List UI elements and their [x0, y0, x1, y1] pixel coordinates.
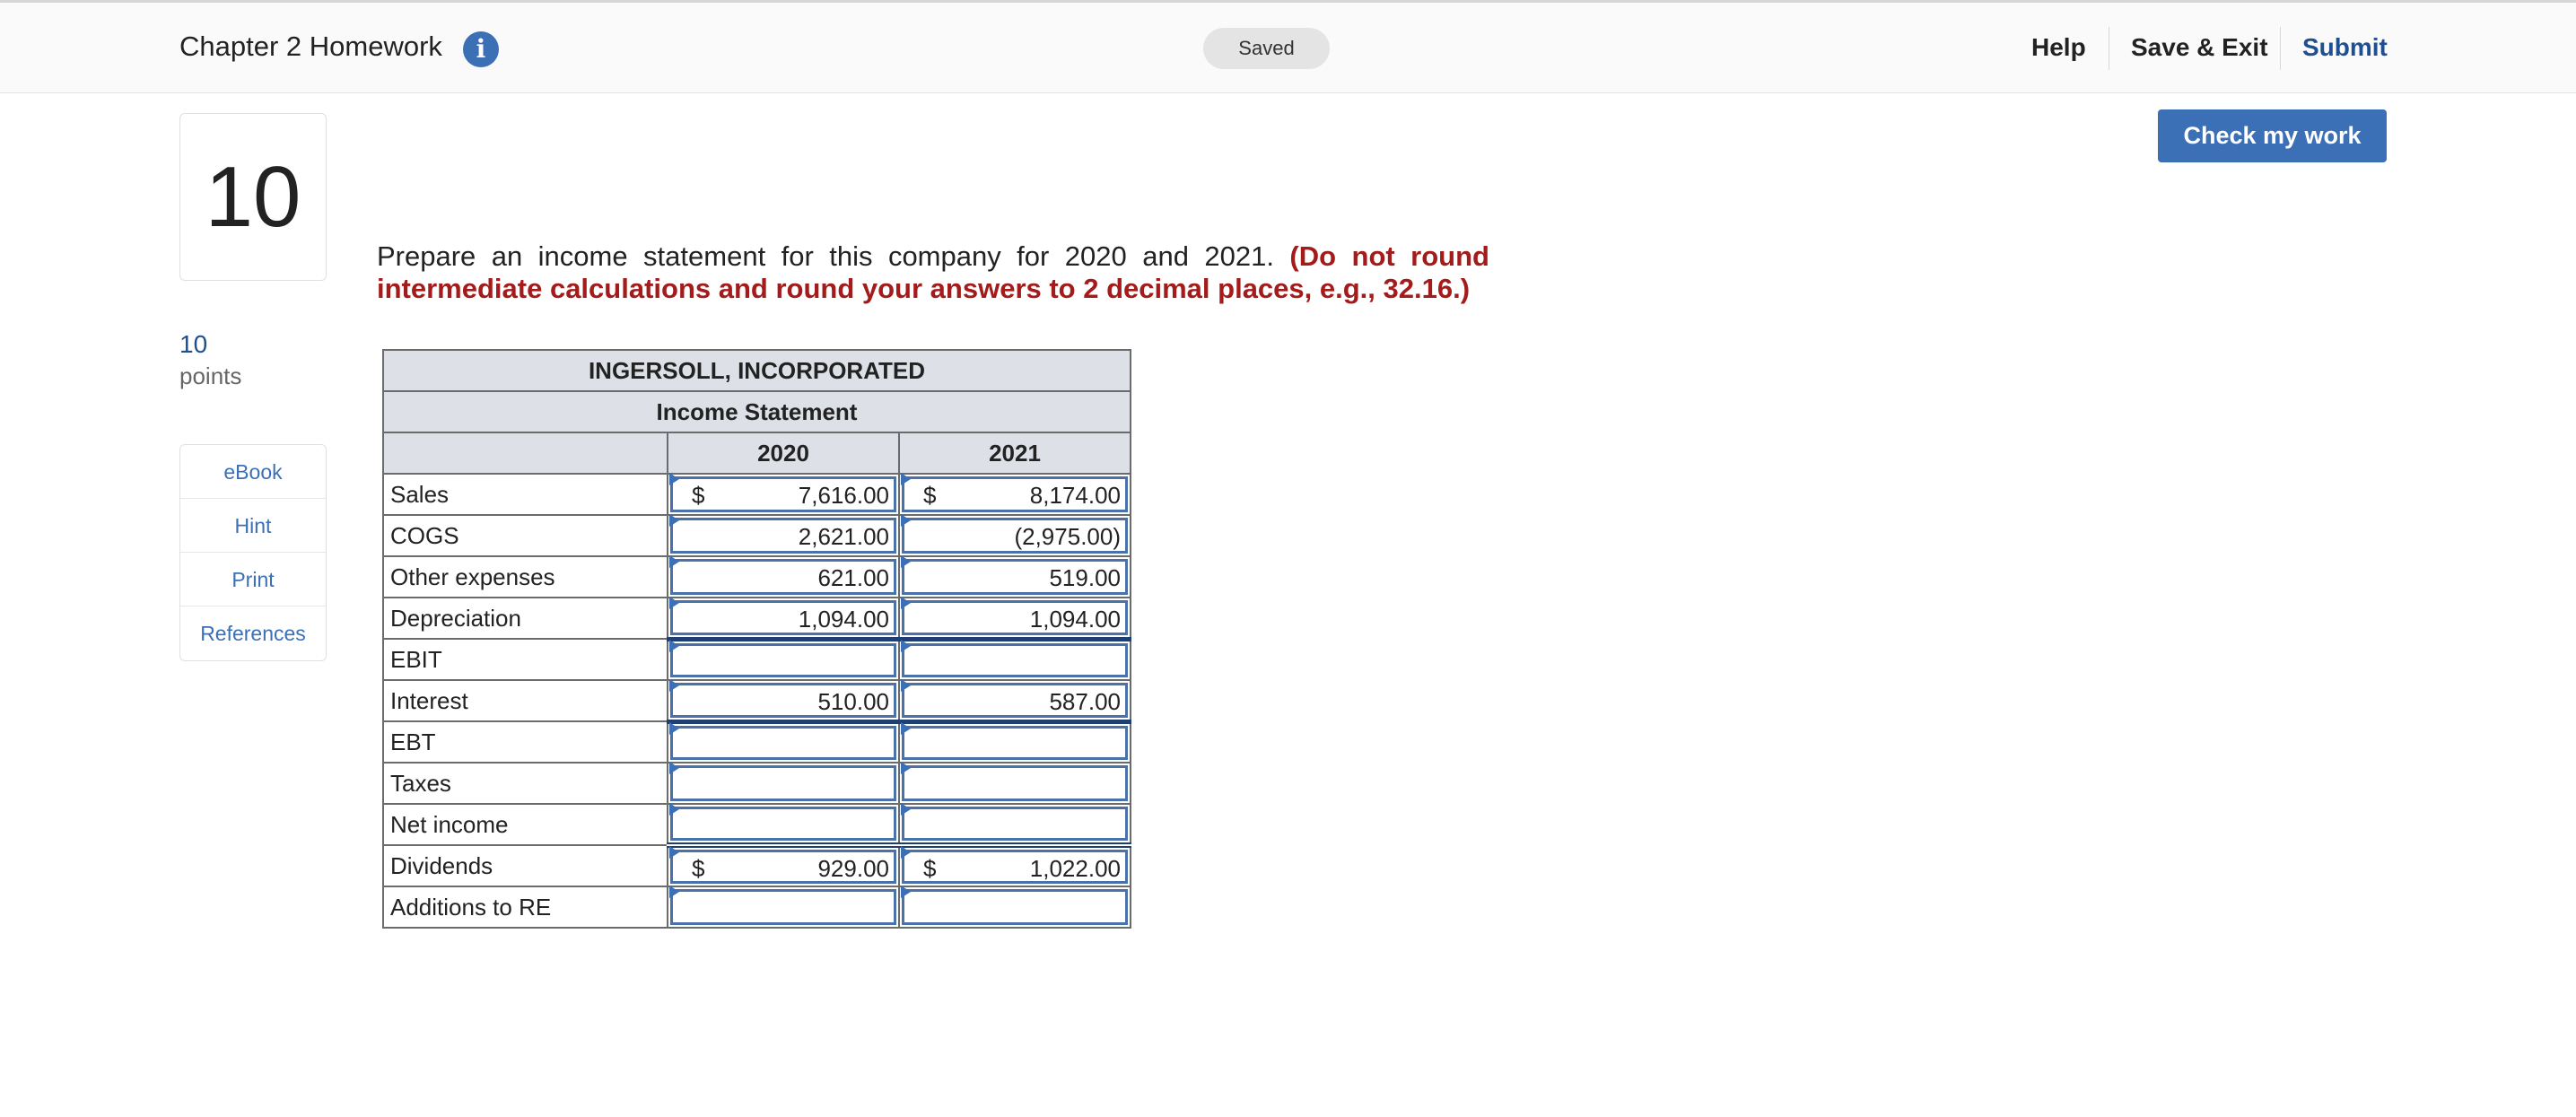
row-label: EBT — [383, 721, 668, 763]
row-label: Taxes — [383, 763, 668, 804]
answer-input-box[interactable] — [670, 643, 896, 678]
cell-value: 510.00 — [817, 688, 889, 715]
input-2020[interactable] — [668, 886, 899, 928]
answer-input-box[interactable] — [670, 726, 896, 761]
answer-input-box[interactable] — [902, 726, 1128, 761]
header-divider — [2280, 27, 2281, 70]
input-2021[interactable] — [899, 763, 1131, 804]
input-2021[interactable] — [899, 680, 1131, 721]
input-2021[interactable] — [899, 474, 1131, 515]
cell-marker-icon — [669, 473, 679, 485]
cell-marker-icon — [669, 762, 679, 774]
row-label: EBIT — [383, 639, 668, 680]
input-2020[interactable] — [668, 556, 899, 598]
input-2020[interactable] — [668, 845, 899, 886]
top-header — [0, 0, 2576, 93]
instruction-text: Prepare an income statement for this company for 2020 and 2021. — [377, 240, 1290, 272]
cell-marker-icon — [901, 846, 911, 859]
statement-row — [383, 598, 1131, 639]
cell-value: 929.00 — [817, 855, 889, 882]
assignment-title: Chapter 2 Homework — [179, 31, 442, 62]
dollar-sign: $ — [692, 482, 705, 509]
cell-marker-icon — [901, 722, 911, 735]
points-value: 10 — [179, 330, 208, 358]
cell-marker-icon — [901, 640, 911, 652]
cell-value: (2,975.00) — [1014, 523, 1121, 550]
cell-marker-icon — [669, 597, 679, 609]
cell-marker-icon — [901, 762, 911, 774]
cell-marker-icon — [669, 886, 679, 898]
company-name: INGERSOLL, INCORPORATED — [383, 350, 1131, 391]
statement-row — [383, 680, 1131, 721]
help-link[interactable]: Help — [2031, 33, 2086, 61]
answer-input-box[interactable] — [902, 765, 1128, 801]
statement-row — [383, 886, 1131, 928]
print-link[interactable]: Print — [180, 553, 326, 606]
input-2020[interactable] — [668, 721, 899, 763]
cell-marker-icon — [901, 886, 911, 898]
year-2020-header: 2020 — [668, 432, 899, 474]
statement-row — [383, 639, 1131, 680]
answer-input-box[interactable] — [902, 807, 1128, 841]
cell-marker-icon — [669, 722, 679, 735]
answer-input-box[interactable] — [902, 889, 1128, 925]
question-number: 10 — [179, 113, 327, 281]
cell-marker-icon — [669, 846, 679, 859]
cell-marker-icon — [901, 555, 911, 568]
cell-value: 2,621.00 — [798, 523, 889, 550]
statement-row — [383, 721, 1131, 763]
input-2021[interactable] — [899, 845, 1131, 886]
cell-value: 8,174.00 — [1029, 482, 1121, 509]
saved-status-badge: Saved — [1203, 28, 1330, 69]
input-2021[interactable] — [899, 886, 1131, 928]
answer-input-box[interactable] — [902, 643, 1128, 678]
input-2020[interactable] — [668, 680, 899, 721]
cell-value: 1,022.00 — [1029, 855, 1121, 882]
year-2021-header: 2021 — [899, 432, 1131, 474]
dollar-sign: $ — [923, 482, 937, 509]
cell-value: 519.00 — [1049, 564, 1121, 591]
answer-input-box[interactable] — [670, 765, 896, 801]
cell-marker-icon — [669, 640, 679, 652]
cell-marker-icon — [669, 555, 679, 568]
statement-row — [383, 515, 1131, 556]
row-label: Sales — [383, 474, 668, 515]
question-instructions — [377, 240, 1489, 305]
input-2020[interactable] — [668, 763, 899, 804]
statement-row — [383, 804, 1131, 845]
cell-marker-icon — [669, 514, 679, 527]
cell-marker-icon — [669, 679, 679, 692]
question-tools — [179, 444, 327, 661]
row-label: Net income — [383, 804, 668, 845]
cell-value: 1,094.00 — [1029, 606, 1121, 633]
cell-value: 1,094.00 — [798, 606, 889, 633]
cell-marker-icon — [901, 679, 911, 692]
cell-marker-icon — [901, 597, 911, 609]
input-2020[interactable] — [668, 474, 899, 515]
submit-link[interactable]: Submit — [2302, 33, 2388, 61]
row-label: Other expenses — [383, 556, 668, 598]
instruction-rounding-note: (Do not round intermediate calculations and round your answers to 2 decimal places, e.g., 32.16.) — [377, 240, 1489, 304]
statement-row — [383, 845, 1131, 886]
input-2021[interactable] — [899, 556, 1131, 598]
statement-row — [383, 474, 1131, 515]
answer-input-box[interactable] — [670, 889, 896, 925]
cell-value: 587.00 — [1049, 688, 1121, 715]
input-2021[interactable] — [899, 804, 1131, 845]
row-label: Depreciation — [383, 598, 668, 639]
statement-row — [383, 556, 1131, 598]
input-2020[interactable] — [668, 639, 899, 680]
row-label: Additions to RE — [383, 886, 668, 928]
dollar-sign: $ — [923, 855, 937, 882]
row-label: Dividends — [383, 845, 668, 886]
check-my-work-button[interactable]: Check my work — [2158, 109, 2387, 162]
row-label: Interest — [383, 680, 668, 721]
label-header-blank — [383, 432, 668, 474]
points-label: points — [179, 362, 242, 389]
input-2020[interactable] — [668, 804, 899, 845]
cell-marker-icon — [901, 473, 911, 485]
input-2021[interactable] — [899, 598, 1131, 639]
ebook-link[interactable]: eBook — [180, 445, 326, 499]
statement-row — [383, 763, 1131, 804]
input-2021[interactable] — [899, 515, 1131, 556]
input-2020[interactable] — [668, 515, 899, 556]
statement-title: Income Statement — [383, 391, 1131, 432]
input-2021[interactable] — [899, 721, 1131, 763]
save-exit-link[interactable]: Save & Exit — [2131, 33, 2268, 61]
input-2020[interactable] — [668, 598, 899, 639]
cell-value: 7,616.00 — [798, 482, 889, 509]
income-statement-table — [382, 349, 1131, 929]
cell-value: 621.00 — [817, 564, 889, 591]
row-label: COGS — [383, 515, 668, 556]
dollar-sign: $ — [692, 855, 705, 882]
cell-marker-icon — [901, 803, 911, 816]
input-2021[interactable] — [899, 639, 1131, 680]
hint-link[interactable]: Hint — [180, 499, 326, 553]
answer-input-box[interactable] — [670, 807, 896, 841]
info-icon[interactable]: i — [463, 31, 499, 67]
cell-marker-icon — [669, 803, 679, 816]
references-link[interactable]: References — [200, 622, 306, 645]
cell-marker-icon — [901, 514, 911, 527]
